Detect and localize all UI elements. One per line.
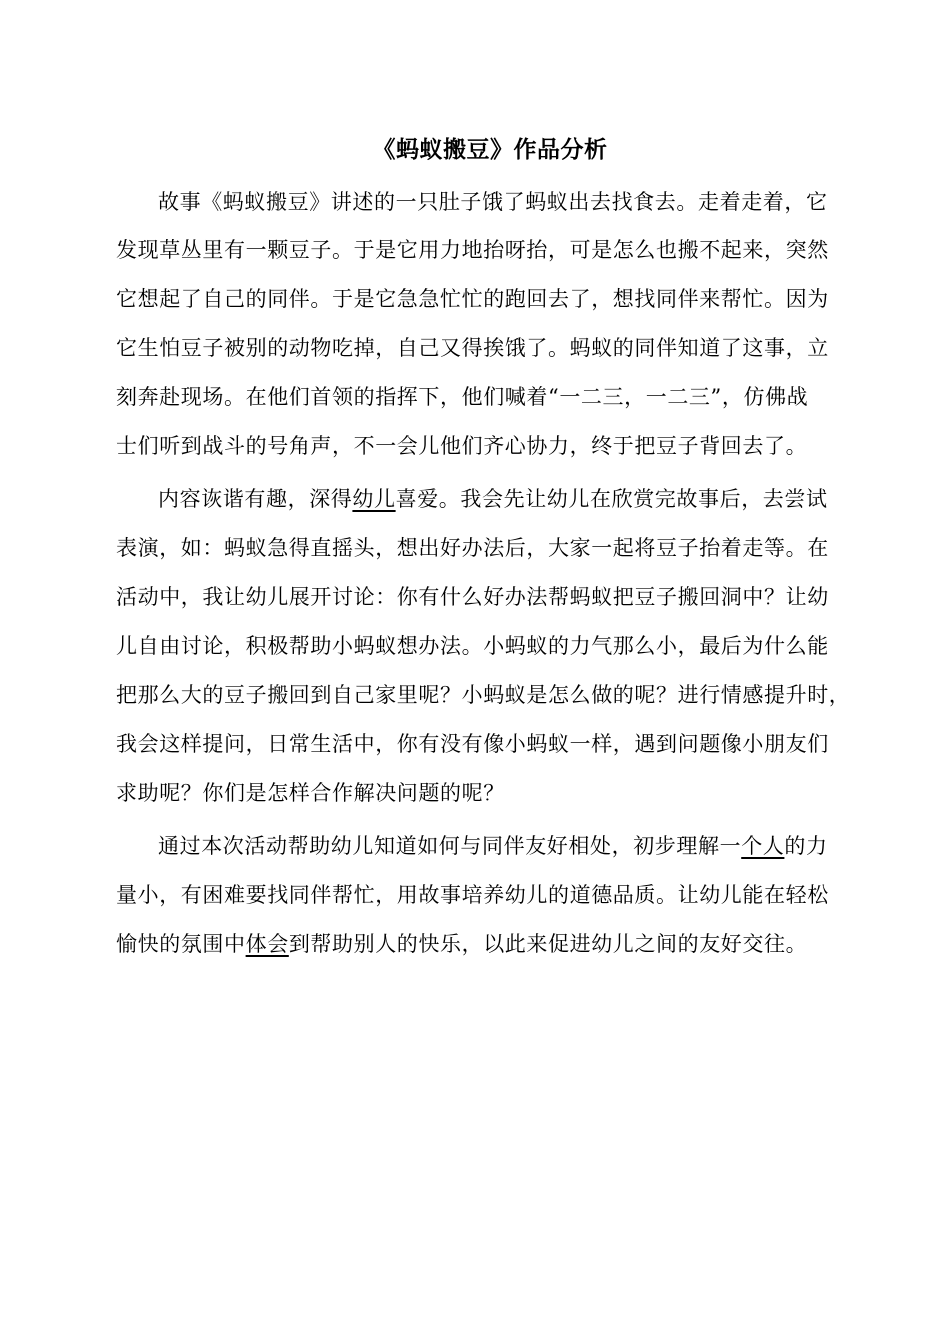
paragraph3-line1-post: 的力 bbox=[784, 834, 828, 858]
paragraph2-line6: 我会这样提问，日常生活中，你有没有像小蚂蚁一样，遇到问题像小朋友们 bbox=[116, 732, 829, 756]
paragraph3-line1-pre: 通过本次活动帮助幼儿知道如何与同伴友好相处，初步理解一 bbox=[158, 834, 742, 858]
paragraph2-line4: 儿自由讨论，积极帮助小蚂蚁想办法。小蚂蚁的力气那么小，最后为什么能 bbox=[116, 634, 829, 658]
paragraph1-line1: 故事《蚂蚁搬豆》讲述的一只肚子饿了蚂蚁出去找食去。走着走着，它 bbox=[158, 190, 828, 214]
paragraph3-line3 bbox=[116, 928, 807, 960]
paragraph1-line4: 它生怕豆子被别的动物吃掉，自己又得挨饿了。蚂蚁的同伴知道了这事，立 bbox=[116, 336, 829, 360]
underlined-term-geren: 个人 bbox=[741, 834, 785, 858]
paragraph3-line3-post: 到帮助别人的快乐，以此来促进幼儿之间的友好交往。 bbox=[288, 932, 808, 956]
paragraph2-line3: 活动中，我让幼儿展开讨论：你有什么好办法帮蚂蚁把豆子搬回洞中？让幼 bbox=[116, 585, 829, 609]
paragraph2-line1-post: 喜爱。我会先让幼儿在欣赏完故事后，去尝试 bbox=[395, 487, 828, 511]
paragraph3-line1 bbox=[158, 830, 828, 862]
paragraph2-line7: 求助呢？你们是怎样合作解决问题的呢？ bbox=[116, 781, 505, 805]
paragraph1-line5: 刻奔赴现场。在他们首领的指挥下，他们喊着“一二三，一二三”，仿佛战 bbox=[116, 385, 809, 409]
paragraph1-line2: 发现草丛里有一颗豆子。于是它用力地抬呀抬，可是怎么也搬不起来，突然 bbox=[116, 238, 829, 262]
paragraph1-line3: 它想起了自己的同伴。于是它急急忙忙的跑回去了，想找同伴来帮忙。因为 bbox=[116, 287, 829, 311]
paragraph1-line6: 士们听到战斗的号角声，不一会儿他们齐心协力，终于把豆子背回去了。 bbox=[116, 434, 808, 458]
paragraph3-line2: 量小，有困难要找同伴帮忙，用故事培养幼儿的道德品质。让幼儿能在轻松 bbox=[116, 883, 829, 907]
paragraph2-line1-pre: 内容诙谐有趣，深得 bbox=[158, 487, 353, 511]
paragraph2-line1 bbox=[158, 483, 828, 515]
paragraph2-line5: 把那么大的豆子搬回到自己家里呢？小蚂蚁是怎么做的呢？进行情感提升时， bbox=[116, 683, 851, 707]
document-title: 《蚂蚁搬豆》作品分析 bbox=[372, 136, 608, 163]
paragraph2-line2: 表演，如：蚂蚁急得直摇头，想出好办法后，大家一起将豆子抬着走等。在 bbox=[116, 536, 829, 560]
paragraph3-line3-pre: 愉快的氛围中 bbox=[116, 932, 246, 956]
underlined-term-youer: 幼儿 bbox=[352, 487, 396, 511]
underlined-term-tihui: 体会 bbox=[245, 932, 289, 956]
